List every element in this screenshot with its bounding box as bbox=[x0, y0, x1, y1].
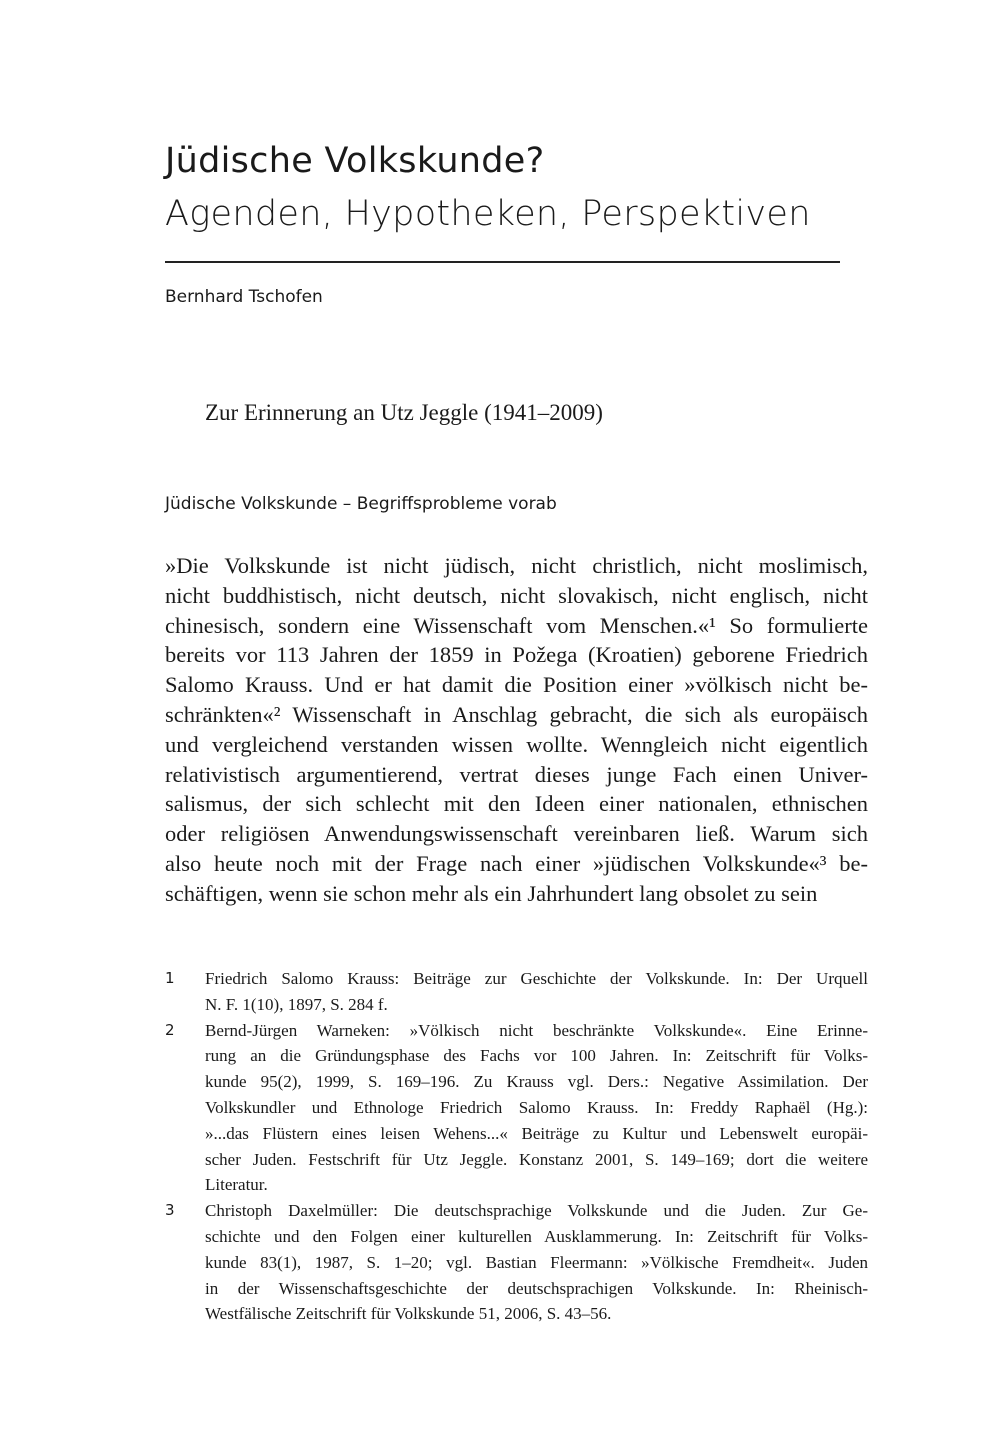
footnote-line: scher Juden. Festschrift für Utz Jeggle. Konstanz 2001, S. 149–169; dort die weitere bbox=[205, 1149, 868, 1169]
body-line: schäftigen, wenn sie schon mehr als ein Jahrhundert lang obsolet zu sein bbox=[165, 880, 818, 906]
footnote bbox=[165, 966, 868, 1018]
author: Bernhard Tschofen bbox=[165, 287, 323, 307]
footnote-line: kunde 83(1), 1987, S. 1–20; vgl. Bastian Fleermann: »Völkische Fremdheit«. Juden bbox=[205, 1252, 868, 1272]
footnote-line: Bernd-Jürgen Warneken: »Völkisch nicht beschränkte Volkskunde«. Eine Erinne- bbox=[205, 1020, 868, 1040]
footnote bbox=[165, 1018, 868, 1199]
dedication: Zur Erinnerung an Utz Jeggle (1941–2009) bbox=[205, 400, 603, 425]
footnote-line: Christoph Daxelmüller: Die deutschsprachige Volkskunde und die Juden. Zur Ge- bbox=[205, 1201, 868, 1221]
footnote bbox=[165, 1198, 868, 1327]
body-line: chinesisch, sondern eine Wissenschaft vom Menschen.«¹ So formulierte bbox=[165, 612, 868, 638]
body-line: Salomo Krauss. Und er hat damit die Position einer »völkisch nicht be- bbox=[165, 672, 868, 698]
body-line: salismus, der sich schlecht mit den Ideen einer nationalen, ethnischen bbox=[165, 791, 868, 817]
footnote-number: 3 bbox=[165, 1201, 175, 1220]
footnote-line: Literatur. bbox=[205, 1175, 268, 1195]
footnote-line: N. F. 1(10), 1897, S. 284 f. bbox=[205, 994, 388, 1014]
body-line: bereits vor 113 Jahren der 1859 in Požega (Kroatien) geborene Friedrich bbox=[165, 642, 868, 668]
body-line: »Die Volkskunde ist nicht jüdisch, nicht christlich, nicht moslimisch, bbox=[165, 553, 868, 578]
section-heading: Jüdische Volkskunde – Begriffsprobleme vorab bbox=[165, 494, 557, 514]
footnote-number: 1 bbox=[165, 969, 175, 987]
body-line: schränkten«² Wissenschaft in Anschlag gebracht, die sich als europäisch bbox=[165, 701, 868, 727]
body-line: also heute noch mit der Frage nach einer »jüdischen Volkskunde«³ be- bbox=[165, 850, 868, 876]
body-line: und vergleichend verstanden wissen wollte. Wenngleich nicht eigentlich bbox=[165, 731, 868, 757]
footnote-line: Volkskundler und Ethnologe Friedrich Salomo Krauss. In: Freddy Raphaël (Hg.): bbox=[205, 1097, 868, 1117]
footnote-line: »...das Flüstern eines leisen Wehens...« Beiträge zu Kultur und Lebenswelt europäi- bbox=[205, 1123, 868, 1143]
body-line: oder religiösen Anwendungswissenschaft vereinbaren ließ. Warum sich bbox=[165, 821, 868, 847]
title-line-2: Agenden, Hypotheken, Perspektiven bbox=[165, 194, 811, 234]
footnote-line: Friedrich Salomo Krauss: Beiträge zur Geschichte der Volkskunde. In: Der Urquell bbox=[205, 969, 868, 988]
footnote-line: rung an die Gründungsphase des Fachs vor 100 Jahren. In: Zeitschrift für Volks- bbox=[205, 1046, 868, 1066]
body-line: relativistisch argumentierend, vertrat dieses junge Fach einen Univer- bbox=[165, 761, 868, 787]
body-line: nicht buddhistisch, nicht deutsch, nicht slovakisch, nicht englisch, nicht bbox=[165, 582, 868, 608]
footnote-line: in der Wissenschaftsgeschichte der deutschsprachigen Volkskunde. In: Rheinisch- bbox=[205, 1278, 868, 1298]
footnotes bbox=[165, 966, 868, 1327]
body-text bbox=[165, 551, 868, 909]
footnote-line: Westfälische Zeitschrift für Volkskunde 51, 2006, S. 43–56. bbox=[205, 1304, 612, 1324]
title-line-1: Jüdische Volkskunde? bbox=[165, 141, 545, 181]
footnote-number: 2 bbox=[165, 1020, 175, 1039]
footnote-line: kunde 95(2), 1999, S. 169–196. Zu Krauss vgl. Ders.: Negative Assimilation. Der bbox=[205, 1072, 868, 1092]
footnote-line: schichte und den Folgen einer kulturellen Ausklammerung. In: Zeitschrift für Volks- bbox=[205, 1226, 868, 1246]
title-divider bbox=[165, 261, 840, 263]
